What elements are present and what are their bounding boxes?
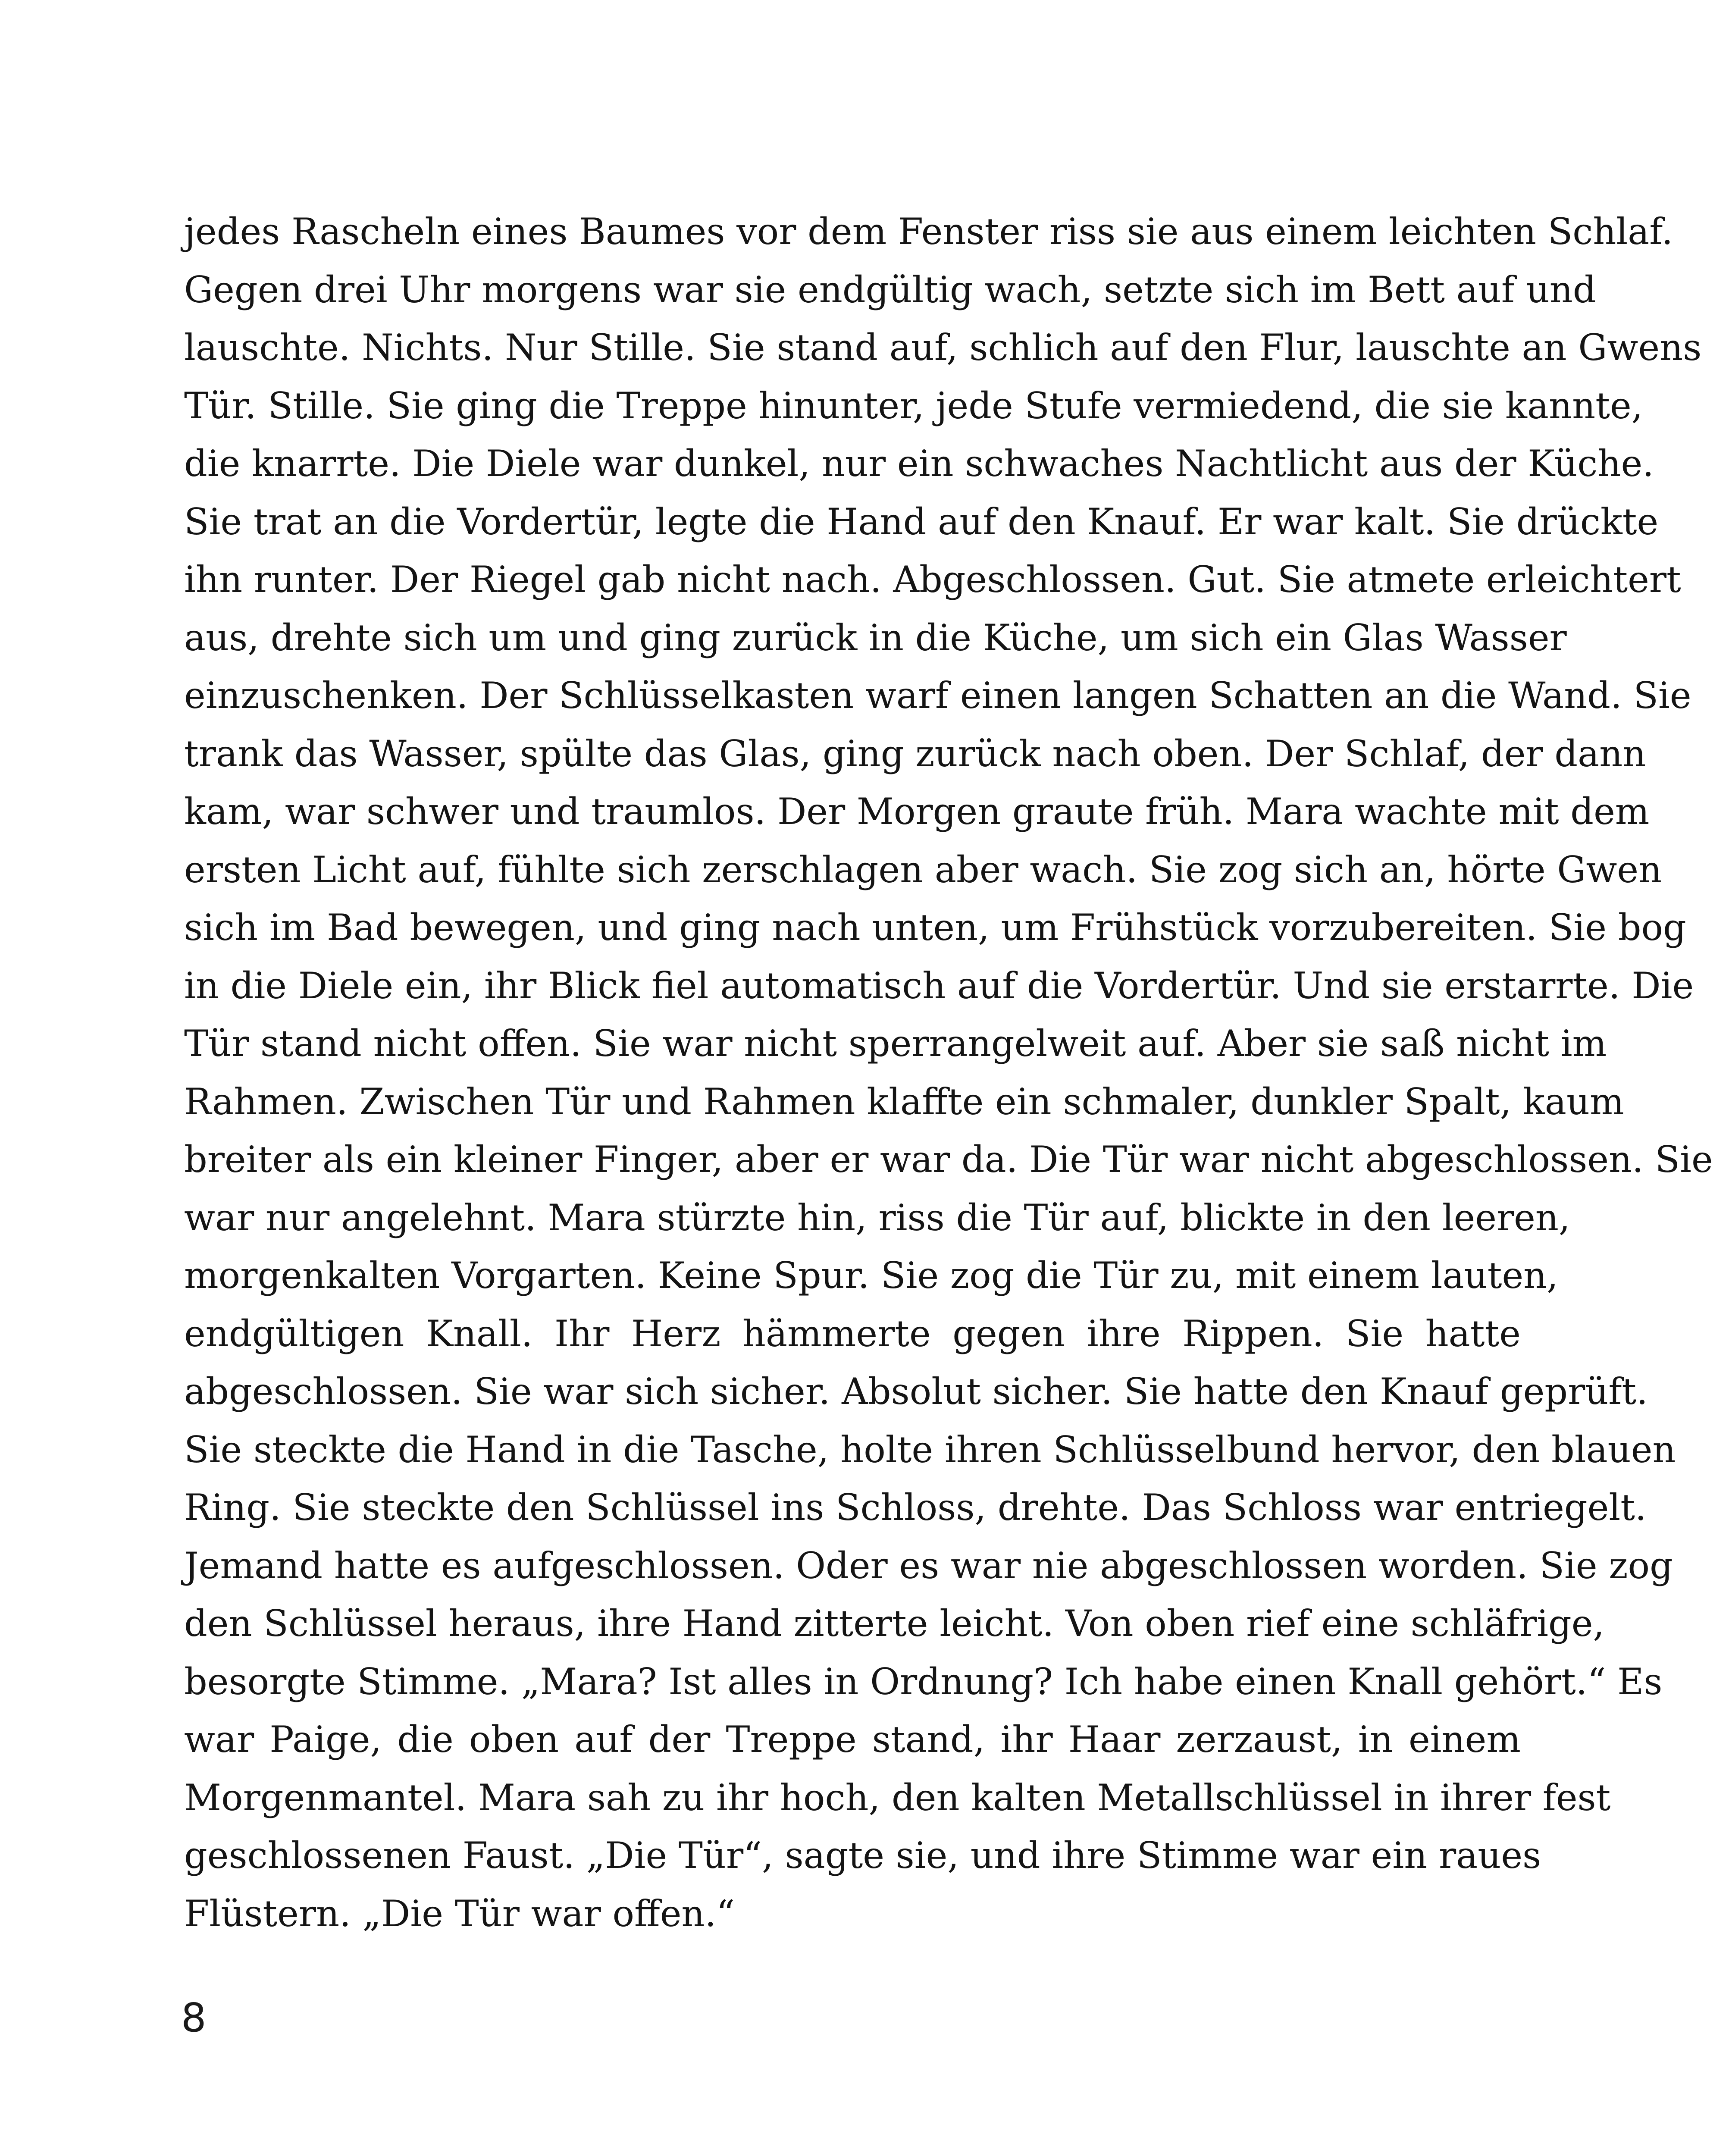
text-line: sich im Bad bewegen, und ging nach unten, um Frühstück vorzubereiten. Sie bog (184, 906, 1686, 949)
text-line: lauschte. Nichts. Nur Stille. Sie stand auf, schlich auf den Flur, lauschte an Gwens (184, 326, 1702, 369)
text-line: geschlossenen Faust. „Die Tür“, sagte sie, und ihre Stimme war ein raues (184, 1834, 1541, 1877)
text-line: ersten Licht auf, fühlte sich zerschlagen aber wach. Sie zog sich an, hörte Gwen (184, 848, 1662, 891)
text-line: endgültigen Knall. Ihr Herz hämmerte gegen ihre Rippen. Sie hatte (184, 1312, 1521, 1355)
text-line: besorgte Stimme. „Mara? Ist alles in Ordnung? Ich habe einen Knall gehört.“ Es (184, 1660, 1663, 1703)
text-line: morgenkalten Vorgarten. Keine Spur. Sie zog die Tür zu, mit einem lauten, (184, 1254, 1558, 1297)
text-line: in die Diele ein, ihr Blick fiel automatisch auf die Vordertür. Und sie erstarrte. Die (184, 964, 1694, 1007)
text-line: die knarrte. Die Diele war dunkel, nur ein schwaches Nachtlicht aus der Küche. (184, 442, 1654, 485)
text-line: Tür. Stille. Sie ging die Treppe hinunter, jede Stufe vermiedend, die sie kannte, (184, 384, 1643, 427)
text-line: Sie trat an die Vordertür, legte die Hand auf den Knauf. Er war kalt. Sie drückte (184, 500, 1659, 543)
text-line: Gegen drei Uhr morgens war sie endgültig wach, setzte sich im Bett auf und (184, 268, 1596, 311)
text-line: aus, drehte sich um und ging zurück in die Küche, um sich ein Glas Wasser (184, 616, 1567, 659)
text-line: jedes Rascheln eines Baumes vor dem Fenster riss sie aus einem leichten Schlaf. (184, 210, 1673, 253)
text-line: ihn runter. Der Riegel gab nicht nach. Abgeschlossen. Gut. Sie atmete erleichtert (184, 558, 1681, 601)
text-line-last: Flüstern. „Die Tür war offen.“ (184, 1892, 735, 1935)
page-number: 8 (181, 1995, 207, 2041)
text-line: abgeschlossen. Sie war sich sicher. Absolut sicher. Sie hatte den Knauf geprüft. (184, 1370, 1648, 1413)
text-line: war Paige, die oben auf der Treppe stand, ihr Haar zerzaust, in einem (184, 1718, 1521, 1761)
text-line: kam, war schwer und traumlos. Der Morgen graute früh. Mara wachte mit dem (184, 790, 1650, 833)
text-line: Ring. Sie steckte den Schlüssel ins Schloss, drehte. Das Schloss war entriegelt. (184, 1486, 1647, 1529)
text-line: den Schlüssel heraus, ihre Hand zitterte leicht. Von oben rief eine schläfrige, (184, 1602, 1605, 1645)
text-line: Rahmen. Zwischen Tür und Rahmen klaffte ein schmaler, dunkler Spalt, kaum (184, 1080, 1624, 1123)
text-line: Morgenmantel. Mara sah zu ihr hoch, den kalten Metallschlüssel in ihrer fest (184, 1776, 1611, 1819)
text-line: einzuschenken. Der Schlüsselkasten warf einen langen Schatten an die Wand. Sie (184, 674, 1691, 717)
text-line: breiter als ein kleiner Finger, aber er war da. Die Tür war nicht abgeschlossen. Sie (184, 1138, 1713, 1181)
text-line: trank das Wasser, spülte das Glas, ging zurück nach oben. Der Schlaf, der dann (184, 732, 1646, 775)
text-line: Sie steckte die Hand in die Tasche, holte ihren Schlüsselbund hervor, den blauen (184, 1428, 1676, 1471)
text-line: Tür stand nicht offen. Sie war nicht sperrangelweit auf. Aber sie saß nicht im (184, 1022, 1607, 1065)
text-line: war nur angelehnt. Mara stürzte hin, riss die Tür auf, blickte in den leeren, (184, 1196, 1570, 1239)
text-line: Jemand hatte es aufgeschlossen. Oder es war nie abgeschlossen worden. Sie zog (184, 1544, 1673, 1587)
body-text (184, 203, 1713, 1943)
